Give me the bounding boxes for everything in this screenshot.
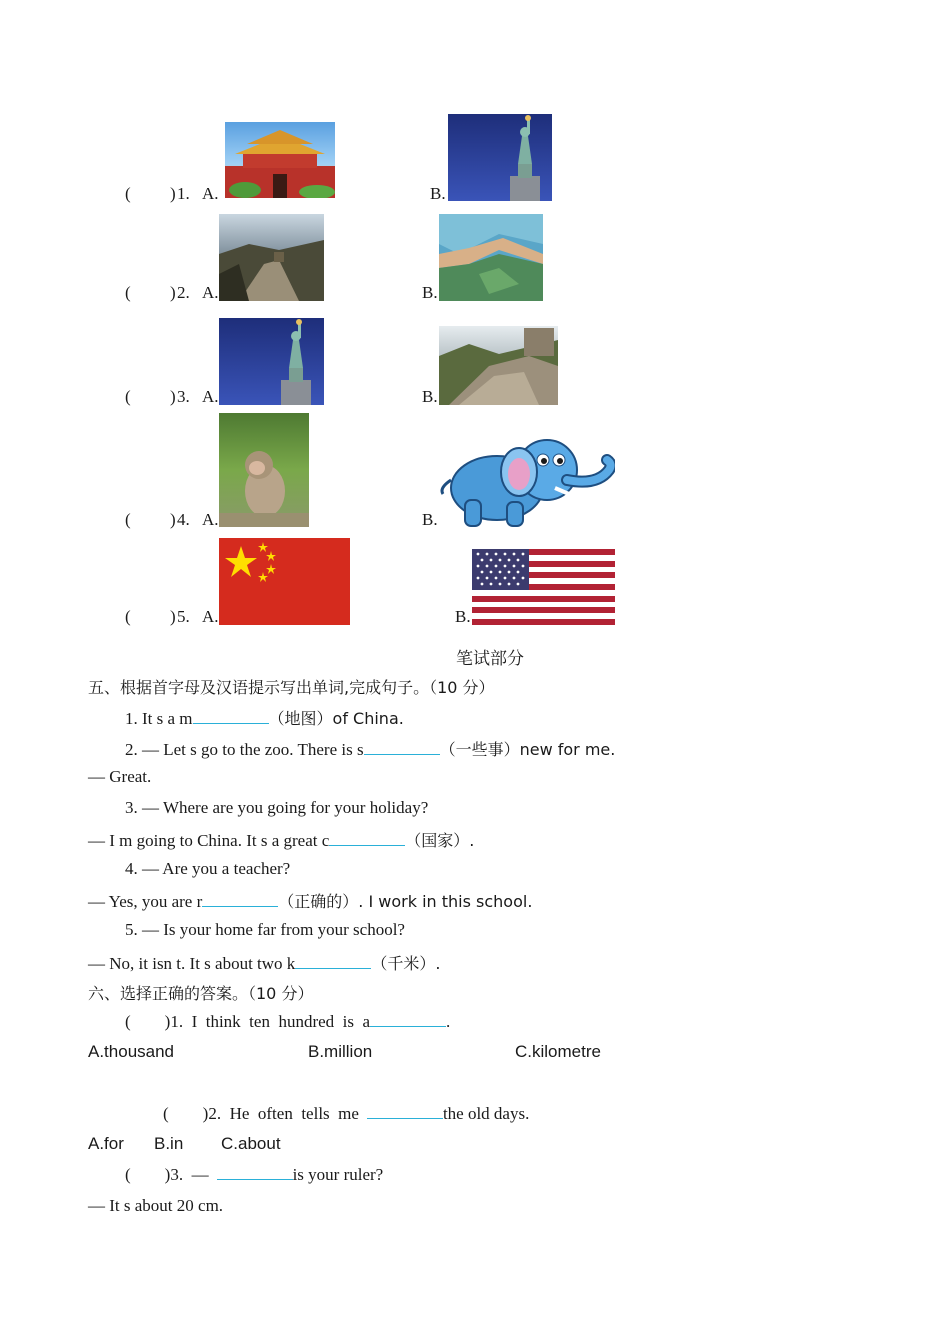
option-b-label: B.	[422, 387, 438, 406]
section5-heading: 五、根据首字母及汉语提示写出单词,完成句子。（10 分）	[88, 678, 495, 697]
answer-blank[interactable]	[329, 831, 405, 846]
elephant-image	[437, 430, 615, 528]
s6-q2-option-c: C.about	[221, 1134, 281, 1153]
s6-q1-option-b: B.million	[308, 1042, 373, 1061]
question-number: 2.	[177, 283, 190, 302]
great-wall-image	[439, 326, 558, 405]
s5-item-5: 5. — Is your home far from your school?	[125, 920, 405, 939]
answer-blank[interactable]	[370, 1012, 446, 1027]
s5-item-2-reply: — Great.	[88, 767, 152, 786]
monkey-image	[219, 413, 309, 527]
section6-heading: 六、选择正确的答案。（10 分）	[88, 984, 314, 1003]
s5-item-2	[125, 737, 615, 760]
answer-blank[interactable]	[202, 892, 278, 907]
item-text: — I m going to China. It s a great c	[88, 831, 330, 850]
question-end: .	[446, 1012, 451, 1031]
statue-of-liberty-image	[448, 114, 552, 201]
question-text: ( )2. He often tells me	[163, 1104, 359, 1123]
option-b-label: B.	[422, 510, 438, 529]
answer-paren-open: (	[125, 283, 131, 302]
question-text: ( )3. —	[125, 1165, 209, 1184]
answer-paren-close: )	[170, 283, 176, 302]
hint-text: （一些事）new for me.	[439, 740, 616, 759]
option-b-label: B.	[422, 283, 438, 302]
s5-item-3-reply	[88, 828, 474, 851]
answer-paren-close: )	[170, 510, 176, 529]
s6-q1-option-a: A.thousand	[88, 1042, 175, 1061]
tiananmen-image	[225, 122, 335, 198]
question-number: 4.	[177, 510, 190, 529]
option-a-label: A.	[202, 510, 219, 529]
s6-q1-option-c: C.kilometre	[515, 1042, 601, 1061]
item-text: 1. It s a m	[125, 709, 193, 728]
hint-text: （正确的）. I work in this school.	[278, 892, 533, 911]
s6-question-3	[125, 1165, 383, 1185]
hint-text: （千米）.	[371, 954, 441, 973]
answer-paren-close: )	[170, 607, 176, 626]
item-text: — No, it isn t. It s about two k	[88, 954, 296, 973]
answer-blank[interactable]	[364, 740, 440, 755]
answer-paren-open: (	[125, 607, 131, 626]
s6-question-1	[125, 1012, 450, 1032]
answer-paren-open: (	[125, 510, 131, 529]
s6-question-2	[163, 1104, 529, 1124]
hint-text: （地图）of China.	[268, 709, 404, 728]
question-number: 3.	[177, 387, 190, 406]
great-wall-image	[219, 214, 324, 301]
s5-item-4-reply	[88, 889, 532, 912]
item-text: — Yes, you are r	[88, 892, 203, 911]
answer-blank[interactable]	[193, 709, 269, 724]
river-image	[439, 214, 543, 301]
item-text: 2. — Let s go to the zoo. There is s	[125, 740, 364, 759]
question-end: the old days.	[442, 1104, 530, 1123]
answer-blank[interactable]	[367, 1104, 443, 1119]
s6-q2-option-a: A.for	[88, 1134, 124, 1153]
answer-blank[interactable]	[295, 954, 371, 969]
china-flag-image	[219, 538, 350, 625]
s5-item-4: 4. — Are you a teacher?	[125, 859, 291, 878]
statue-of-liberty-image	[219, 318, 324, 405]
question-number: 1.	[177, 184, 190, 203]
answer-paren-close: )	[170, 184, 176, 203]
option-a-label: A.	[202, 283, 219, 302]
answer-paren-close: )	[170, 387, 176, 406]
written-section-title: 笔试部分	[456, 649, 524, 669]
s5-item-3: 3. — Where are you going for your holiday?	[125, 798, 429, 817]
answer-paren-open: (	[125, 387, 131, 406]
option-a-label: A.	[202, 184, 219, 203]
s5-item-1	[125, 706, 404, 729]
option-b-label: B.	[455, 607, 471, 626]
option-a-label: A.	[202, 607, 219, 626]
option-a-label: A.	[202, 387, 219, 406]
option-b-label: B.	[430, 184, 446, 203]
question-end: is your ruler?	[292, 1165, 384, 1184]
question-text: ( )1. I think ten hundred is a	[125, 1012, 371, 1031]
answer-blank[interactable]	[217, 1165, 293, 1180]
question-number: 5.	[177, 607, 190, 626]
hint-text: （国家）.	[405, 831, 475, 850]
s6-q3-reply: — It s about 20 cm.	[88, 1196, 224, 1215]
usa-flag-image	[472, 549, 615, 625]
s5-item-5-reply	[88, 951, 440, 974]
answer-paren-open: (	[125, 184, 131, 203]
s6-q2-option-b: B.in	[154, 1134, 184, 1153]
